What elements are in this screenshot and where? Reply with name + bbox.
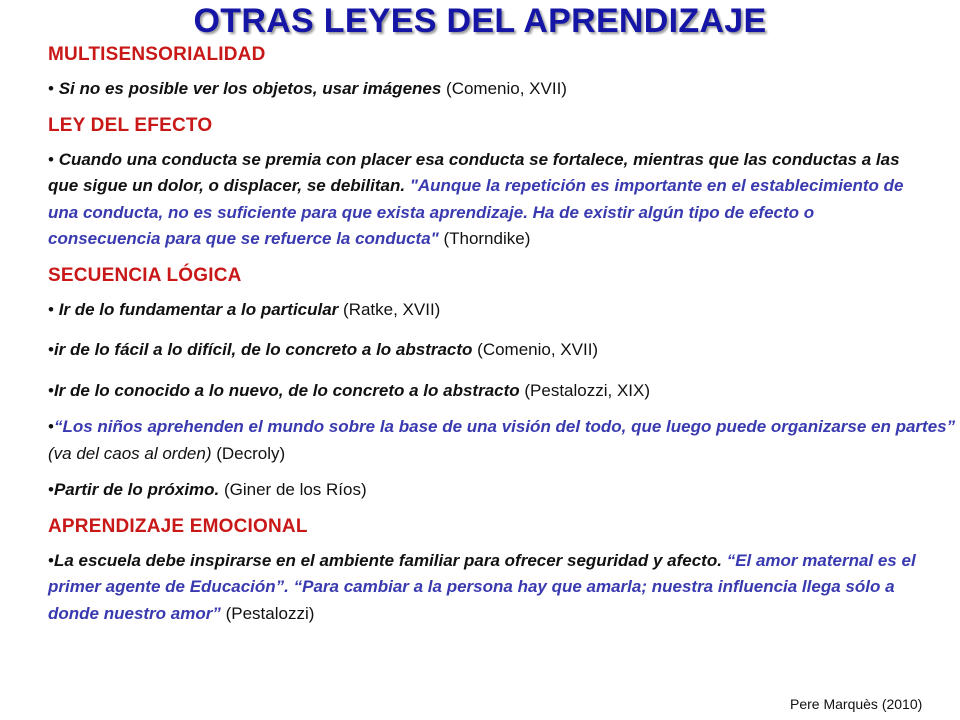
bullet: • bbox=[48, 417, 54, 436]
efecto-quote: "Aunque la repetición es importante en el establecimiento de una conducta, no es suficiente para que exista aprendizaje. Ha de existir algún tipo de efecto o consecuencia para que se refuerce la conducta" bbox=[48, 176, 904, 248]
secuencia-item-5-ref: (Giner de los Ríos) bbox=[219, 480, 367, 499]
efecto-ref: (Thorndike) bbox=[438, 229, 531, 248]
paragraph-ley-del-efecto bbox=[48, 147, 928, 253]
author-footer: Pere Marquès (2010) bbox=[790, 696, 923, 712]
bullet: • bbox=[48, 550, 54, 570]
secuencia-item-5-text: Partir de lo próximo. bbox=[53, 480, 220, 499]
secuencia-item-1-ref: (Ratke, XVII) bbox=[338, 299, 441, 319]
heading-secuencia-logica: SECUENCIA LÓGICA bbox=[48, 264, 242, 286]
secuencia-item-1 bbox=[48, 297, 956, 324]
secuencia-item-4-ref: (Decroly) bbox=[211, 443, 286, 463]
emocional-quote: “El amor maternal es el primer agente de Educación”. “Para cambiar a la persona hay que amarla; nuestra influencia llega sólo a donde nuestro amor” bbox=[48, 550, 916, 623]
slide-title: OTRAS LEYES DEL APRENDIZAJE bbox=[193, 2, 767, 40]
secuencia-item-3-ref: (Pestalozzi, XIX) bbox=[519, 380, 651, 400]
emocional-text: La escuela debe inspirarse en el ambiente familiar para ofrecer seguridad y afecto. bbox=[53, 550, 727, 570]
secuencia-item-1-text: Ir de lo fundamentar a lo particular bbox=[58, 299, 339, 319]
secuencia-item-2-ref: (Comenio, XVII) bbox=[472, 340, 599, 359]
bullet: • bbox=[48, 299, 54, 319]
secuencia-item-3 bbox=[48, 378, 956, 405]
secuencia-item-3-text: Ir de lo conocido a lo nuevo, de lo concreto a lo abstracto bbox=[53, 380, 520, 400]
bullet: • bbox=[48, 340, 54, 359]
heading-multisensorialidad: MULTISENSORIALIDAD bbox=[48, 44, 266, 65]
slide-content bbox=[48, 44, 956, 627]
paragraph-aprendizaje-emocional bbox=[48, 548, 938, 628]
secuencia-item-4-quote: “Los niños aprehenden el mundo sobre la base de una visión del todo, que luego puede organizarse en partes” bbox=[53, 417, 956, 436]
paragraph-multisensorialidad bbox=[48, 76, 956, 103]
bullet: • bbox=[48, 149, 54, 169]
secuencia-item-5 bbox=[48, 477, 956, 504]
efecto-text: Cuando una conducta se premia con placer esa conducta se fortalece, mientras que las conductas a las que sigue un dolor, o displacer, se debilitan. bbox=[48, 149, 900, 195]
secuencia-item-2-text: ir de lo fácil a lo difícil, de lo concreto a lo abstracto bbox=[53, 340, 473, 359]
emocional-ref: (Pestalozzi) bbox=[220, 603, 315, 623]
bullet: • bbox=[48, 79, 54, 98]
secuencia-item-4 bbox=[48, 414, 956, 467]
secuencia-item-2 bbox=[48, 337, 956, 364]
bullet: • bbox=[48, 380, 54, 400]
heading-aprendizaje-emocional: APRENDIZAJE EMOCIONAL bbox=[48, 515, 308, 537]
multisensorialidad-ref: (Comenio, XVII) bbox=[441, 79, 567, 98]
bullet: • bbox=[48, 480, 54, 499]
multisensorialidad-text: Si no es posible ver los objetos, usar imágenes bbox=[58, 79, 442, 98]
secuencia-item-4-note: (va del caos al orden) bbox=[48, 443, 212, 463]
heading-ley-del-efecto: LEY DEL EFECTO bbox=[48, 114, 213, 136]
